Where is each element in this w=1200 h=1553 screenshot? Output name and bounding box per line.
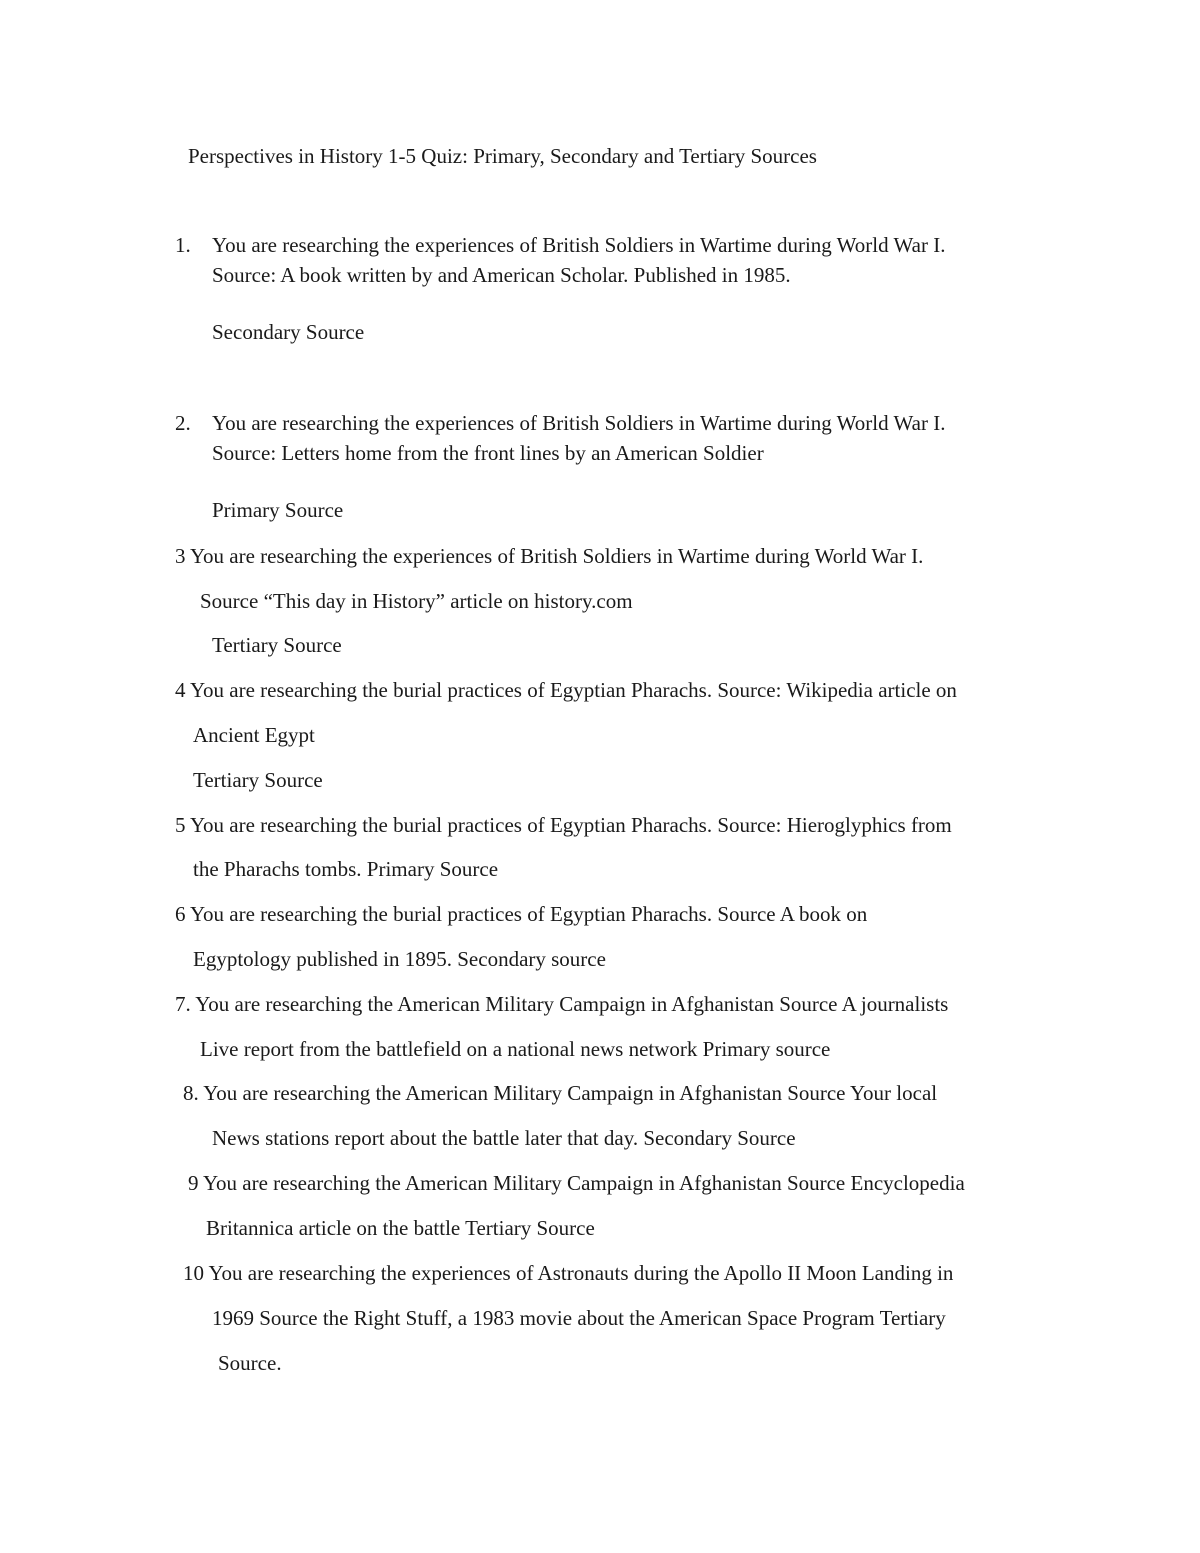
q10-continuation: 1969 Source the Right Stuff, a 1983 movie about the American Space Program Tertiary xyxy=(212,1306,946,1330)
q2-source: Source: Letters home from the front lines by an American Soldier xyxy=(212,441,764,465)
q9-continuation: Britannica article on the battle Tertiary Source xyxy=(206,1216,595,1240)
q8-continuation: News stations report about the battle later that day. Secondary Source xyxy=(212,1126,796,1150)
q1-question: You are researching the experiences of British Soldiers in Wartime during World War I. xyxy=(212,233,946,257)
q5-question: 5 You are researching the burial practices of Egyptian Pharachs. Source: Hieroglyphics from xyxy=(175,813,952,837)
q2-question: You are researching the experiences of British Soldiers in Wartime during World War I. xyxy=(212,411,946,435)
q6-question: 6 You are researching the burial practices of Egyptian Pharachs. Source A book on xyxy=(175,902,868,926)
q10-question: 10 You are researching the experiences of Astronauts during the Apollo II Moon Landing in xyxy=(183,1261,954,1285)
q2-answer: Primary Source xyxy=(212,498,344,522)
q3-question: 3 You are researching the experiences of British Soldiers in Wartime during World War I. xyxy=(175,544,924,568)
document-title: Perspectives in History 1-5 Quiz: Primary, Secondary and Tertiary Sources xyxy=(188,144,817,168)
q10-continuation-2: Source. xyxy=(218,1351,282,1375)
q1-answer: Secondary Source xyxy=(212,320,365,344)
q3-answer: Tertiary Source xyxy=(212,633,342,657)
q1-number: 1. xyxy=(175,233,191,257)
q4-question: 4 You are researching the burial practices of Egyptian Pharachs. Source: Wikipedia article on xyxy=(175,678,957,702)
q4-answer: Tertiary Source xyxy=(193,768,323,792)
q7-question: 7. You are researching the American Military Campaign in Afghanistan Source A journalists xyxy=(175,992,949,1016)
q1-source: Source: A book written by and American Scholar. Published in 1985. xyxy=(212,263,791,287)
q8-question: 8. You are researching the American Military Campaign in Afghanistan Source Your local xyxy=(183,1081,938,1105)
q5-continuation: the Pharachs tombs. Primary Source xyxy=(193,857,499,881)
q2-number: 2. xyxy=(175,411,191,435)
q7-continuation: Live report from the battlefield on a national news network Primary source xyxy=(200,1037,831,1061)
q6-continuation: Egyptology published in 1895. Secondary source xyxy=(193,947,606,971)
q4-continuation: Ancient Egypt xyxy=(193,723,315,747)
q3-source: Source “This day in History” article on history.com xyxy=(200,589,633,613)
q9-question: 9 You are researching the American Military Campaign in Afghanistan Source Encyclopedia xyxy=(188,1171,965,1195)
